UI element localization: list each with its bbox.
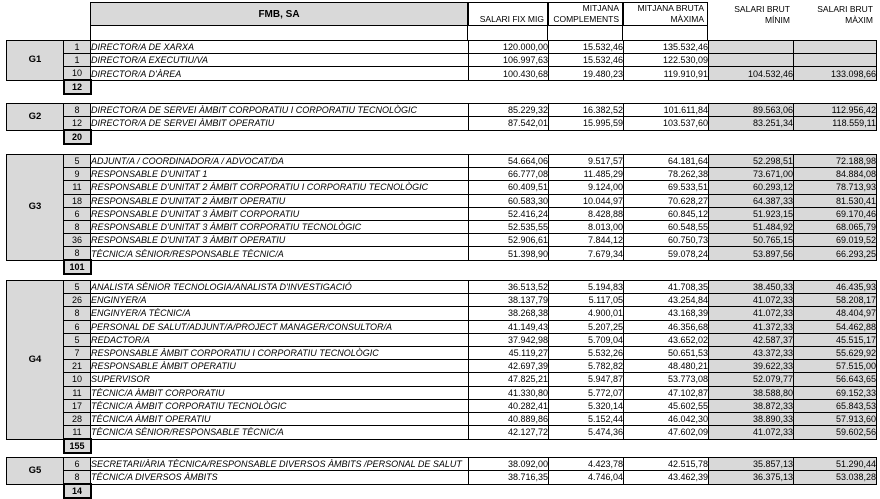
job-title-cell: DIRECTOR/A DE SERVEI ÀMBIT CORPORATIU I CORPORATIU TECNOLÒGIC — [91, 104, 469, 117]
group-table-g2 — [6, 103, 877, 145]
headcount-cell: 8 — [64, 471, 91, 485]
value-cell: 60.750,73 — [624, 234, 709, 247]
value-cell: 15.532,46 — [549, 54, 624, 67]
value-cell: 38.137,79 — [469, 294, 549, 307]
value-cell: 38.872,33 — [709, 399, 794, 412]
job-title-cell: ANALISTA SÈNIOR TECNOLOGIA/ANALISTA D'INVESTIGACIÓ — [91, 281, 469, 294]
value-cell: 51.923,15 — [709, 207, 794, 220]
value-cell: 52.298,51 — [709, 155, 794, 168]
value-cell: 57.913,60 — [794, 412, 877, 425]
column-header-mitjana-complements — [548, 2, 623, 26]
table-row — [7, 360, 877, 373]
value-cell: 47.102,87 — [624, 386, 709, 399]
value-cell: 41.708,35 — [624, 281, 709, 294]
empty-cell — [91, 439, 877, 453]
headcount-cell: 7 — [64, 346, 91, 359]
group-total-cell: 14 — [64, 484, 91, 498]
group-label-g3: G3 — [7, 155, 64, 261]
value-cell: 9.124,00 — [549, 181, 624, 194]
value-cell: 46.435,93 — [794, 281, 877, 294]
empty-cell — [7, 484, 64, 498]
value-cell: 89.563,06 — [709, 104, 794, 117]
job-title-cell: RESPONSABLE D'UNITAT 3 ÀMBIT CORPORATIU TECNOLÒGIC — [91, 220, 469, 233]
grid-line — [622, 26, 623, 41]
column-header-line: MÀXIMA — [670, 13, 704, 24]
job-title-cell: DIRECTOR/A DE XARXA — [91, 41, 469, 54]
value-cell: 101.611,84 — [624, 104, 709, 117]
table-row — [7, 471, 877, 485]
value-cell: 66.293,25 — [794, 247, 877, 261]
headcount-cell: 8 — [64, 220, 91, 233]
value-cell: 5.152,44 — [549, 412, 624, 425]
value-cell: 70.628,27 — [624, 194, 709, 207]
value-cell: 46.356,68 — [624, 320, 709, 333]
value-cell: 104.532,46 — [709, 67, 794, 81]
value-cell: 51.398,90 — [469, 247, 549, 261]
group-label-g2: G2 — [7, 104, 64, 131]
table-row — [7, 247, 877, 261]
headcount-cell: 1 — [64, 54, 91, 67]
job-title-cell: RESPONSABLE D'UNITAT 3 ÀMBIT CORPORATIU — [91, 207, 469, 220]
headcount-cell: 11 — [64, 426, 91, 440]
table-row — [7, 67, 877, 81]
value-cell: 81.530,41 — [794, 194, 877, 207]
value-cell: 52.079,77 — [709, 373, 794, 386]
value-cell: 5.474,36 — [549, 426, 624, 440]
group-total-row — [7, 439, 877, 453]
job-title-cell: RESPONSABLE D'UNITAT 2 ÀMBIT CORPORATIU I CORPORATIU TECNOLÒGIC — [91, 181, 469, 194]
headcount-cell: 21 — [64, 360, 91, 373]
value-cell: 103.537,60 — [624, 117, 709, 131]
job-title-cell: ADJUNT/A / COORDINADOR/A / ADVOCAT/DA — [91, 155, 469, 168]
value-cell: 9.517,57 — [549, 155, 624, 168]
value-cell — [794, 54, 877, 67]
value-cell: 122.530,09 — [624, 54, 709, 67]
job-title-cell: TÈCNIC/A SÈNIOR/RESPONSABLE TÈCNIC/A — [91, 247, 469, 261]
table-row — [7, 168, 877, 181]
value-cell: 51.484,92 — [709, 220, 794, 233]
value-cell: 43.168,39 — [624, 307, 709, 320]
value-cell: 47.825,21 — [469, 373, 549, 386]
headcount-cell: 18 — [64, 194, 91, 207]
table-row — [7, 386, 877, 399]
value-cell: 56.643,65 — [794, 373, 877, 386]
company-name: FMB, SA — [258, 8, 300, 20]
value-cell: 38.092,00 — [469, 458, 549, 471]
value-cell: 47.602,09 — [624, 426, 709, 440]
value-cell: 8.428,88 — [549, 207, 624, 220]
table-row — [7, 207, 877, 220]
table-row — [7, 220, 877, 233]
value-cell: 36.375,13 — [709, 471, 794, 485]
empty-cell — [7, 260, 64, 274]
value-cell: 60.293,12 — [709, 181, 794, 194]
grid-line — [467, 26, 468, 41]
value-cell: 51.290,44 — [794, 458, 877, 471]
value-cell: 68.065,79 — [794, 220, 877, 233]
job-title-cell: ENGINYER/A TÈCNIC/A — [91, 307, 469, 320]
value-cell: 73.671,00 — [709, 168, 794, 181]
value-cell: 59.602,56 — [794, 426, 877, 440]
value-cell: 42.587,37 — [709, 333, 794, 346]
value-cell: 45.602,55 — [624, 399, 709, 412]
value-cell: 55.629,92 — [794, 346, 877, 359]
group-table-g5 — [6, 457, 877, 499]
group-total-row — [7, 484, 877, 498]
table-row — [7, 458, 877, 471]
value-cell: 38.890,33 — [709, 412, 794, 425]
headcount-cell: 8 — [64, 104, 91, 117]
value-cell: 59.078,24 — [624, 247, 709, 261]
headcount-cell: 8 — [64, 247, 91, 261]
value-cell: 60.548,55 — [624, 220, 709, 233]
value-cell: 66.777,08 — [469, 168, 549, 181]
value-cell: 38.268,38 — [469, 307, 549, 320]
value-cell: 48.480,21 — [624, 360, 709, 373]
value-cell: 133.098,66 — [794, 67, 877, 81]
job-title-cell: SECRETARI/ÀRIA TÈCNICA/RESPONSABLE DIVERSOS ÀMBITS /PERSONAL DE SALUT — [91, 458, 469, 471]
headcount-cell: 6 — [64, 207, 91, 220]
group-total-cell: 12 — [64, 80, 91, 94]
headcount-cell: 6 — [64, 320, 91, 333]
value-cell: 41.330,80 — [469, 386, 549, 399]
value-cell: 57.515,00 — [794, 360, 877, 373]
value-cell: 35.857,13 — [709, 458, 794, 471]
grid-line — [90, 26, 91, 41]
value-cell: 5.117,05 — [549, 294, 624, 307]
value-cell: 78.262,38 — [624, 168, 709, 181]
job-title-cell: DIRECTOR/A DE SERVEI ÀMBIT OPERATIU — [91, 117, 469, 131]
value-cell: 41.072,33 — [709, 307, 794, 320]
column-header-salari-brut-minim — [708, 2, 793, 26]
value-cell: 5.709,04 — [549, 333, 624, 346]
value-cell: 53.897,56 — [709, 247, 794, 261]
table-row — [7, 333, 877, 346]
table-row — [7, 155, 877, 168]
value-cell: 4.746,04 — [549, 471, 624, 485]
value-cell: 69.019,52 — [794, 234, 877, 247]
value-cell: 15.532,46 — [549, 41, 624, 54]
empty-cell — [7, 130, 64, 144]
value-cell: 85.229,32 — [469, 104, 549, 117]
value-cell: 7.679,34 — [549, 247, 624, 261]
group-label-g5: G5 — [7, 458, 64, 485]
table-row — [7, 281, 877, 294]
value-cell: 16.382,52 — [549, 104, 624, 117]
value-cell: 60.583,30 — [469, 194, 549, 207]
group-total-cell: 101 — [64, 260, 91, 274]
value-cell: 119.910,91 — [624, 67, 709, 81]
empty-cell — [91, 130, 877, 144]
group-total-cell: 155 — [64, 439, 91, 453]
value-cell: 11.485,29 — [549, 168, 624, 181]
value-cell: 39.622,33 — [709, 360, 794, 373]
job-title-cell: PERSONAL DE SALUT/ADJUNT/A/PROJECT MANAGER/CONSULTOR/A — [91, 320, 469, 333]
job-title-cell: TÈCNIC/A ÀMBIT CORPORATIU TECNOLÒGIC — [91, 399, 469, 412]
column-header-line: SALARI FIX MIG — [479, 13, 544, 24]
group-total-row — [7, 80, 877, 94]
column-header-line: MÍNIM — [764, 14, 790, 25]
value-cell: 106.997,63 — [469, 54, 549, 67]
value-cell: 38.716,35 — [469, 471, 549, 485]
value-cell: 36.513,52 — [469, 281, 549, 294]
value-cell: 41.372,33 — [709, 320, 794, 333]
job-title-cell: TÈCNIC/A ÀMBIT CORPORATIU — [91, 386, 469, 399]
headcount-cell: 5 — [64, 155, 91, 168]
value-cell: 40.282,41 — [469, 399, 549, 412]
value-cell: 42.515,78 — [624, 458, 709, 471]
group-table-g3 — [6, 154, 877, 275]
value-cell: 53.038,28 — [794, 471, 877, 485]
job-title-cell: RESPONSABLE D'UNITAT 3 ÀMBIT OPERATIU — [91, 234, 469, 247]
headcount-cell: 11 — [64, 181, 91, 194]
value-cell: 5.207,25 — [549, 320, 624, 333]
grid-line — [707, 26, 708, 41]
table-row — [7, 104, 877, 117]
value-cell: 42.697,39 — [469, 360, 549, 373]
group-table-g1 — [6, 40, 877, 95]
value-cell: 42.127,72 — [469, 426, 549, 440]
grid-line — [547, 26, 548, 41]
value-cell: 69.152,33 — [794, 386, 877, 399]
table-row — [7, 41, 877, 54]
table-row — [7, 117, 877, 131]
value-cell: 84.884,08 — [794, 168, 877, 181]
value-cell: 4.900,01 — [549, 307, 624, 320]
job-title-cell: ENGINYER/A — [91, 294, 469, 307]
job-title-cell: TÈCNIC/A SÈNIOR/RESPONSABLE TÈCNIC/A — [91, 426, 469, 440]
value-cell: 54.462,88 — [794, 320, 877, 333]
table-row — [7, 399, 877, 412]
value-cell: 40.889,86 — [469, 412, 549, 425]
value-cell: 50.765,15 — [709, 234, 794, 247]
value-cell: 10.044,97 — [549, 194, 624, 207]
value-cell: 112.956,42 — [794, 104, 877, 117]
value-cell: 5.532,26 — [549, 346, 624, 359]
job-title-cell: RESPONSABLE D'UNITAT 2 ÀMBIT OPERATIU — [91, 194, 469, 207]
value-cell: 100.430,68 — [469, 67, 549, 81]
job-title-cell: RESPONSABLE D'UNITAT 1 — [91, 168, 469, 181]
headcount-cell: 5 — [64, 333, 91, 346]
job-title-cell: DIRECTOR/A D'ÀREA — [91, 67, 469, 81]
value-cell: 65.843,53 — [794, 399, 877, 412]
column-header-line: MÀXIM — [845, 14, 873, 25]
headcount-cell: 17 — [64, 399, 91, 412]
value-cell: 43.462,39 — [624, 471, 709, 485]
value-cell: 8.013,00 — [549, 220, 624, 233]
value-cell: 87.542,01 — [469, 117, 549, 131]
table-row — [7, 307, 877, 320]
value-cell — [794, 41, 877, 54]
value-cell — [709, 54, 794, 67]
empty-cell — [7, 80, 64, 94]
table-row — [7, 234, 877, 247]
value-cell: 41.072,33 — [709, 426, 794, 440]
headcount-cell: 26 — [64, 294, 91, 307]
headcount-cell: 36 — [64, 234, 91, 247]
headcount-cell: 6 — [64, 458, 91, 471]
value-cell: 41.072,33 — [709, 294, 794, 307]
group-table-g4 — [6, 280, 877, 454]
value-cell: 69.533,51 — [624, 181, 709, 194]
group-total-cell: 20 — [64, 130, 91, 144]
value-cell: 60.845,12 — [624, 207, 709, 220]
value-cell: 60.409,51 — [469, 181, 549, 194]
value-cell: 120.000,00 — [469, 41, 549, 54]
value-cell: 72.188,98 — [794, 155, 877, 168]
value-cell: 64.181,64 — [624, 155, 709, 168]
group-total-row — [7, 130, 877, 144]
group-total-row — [7, 260, 877, 274]
table-row — [7, 412, 877, 425]
table-row — [7, 426, 877, 440]
job-title-cell: TÈCNIC/A DIVERSOS ÀMBITS — [91, 471, 469, 485]
value-cell: 43.254,84 — [624, 294, 709, 307]
headcount-cell: 1 — [64, 41, 91, 54]
headcount-cell: 28 — [64, 412, 91, 425]
company-header-cell — [90, 2, 468, 26]
empty-cell — [91, 80, 877, 94]
value-cell: 118.559,11 — [794, 117, 877, 131]
headcount-cell: 11 — [64, 386, 91, 399]
table-row — [7, 54, 877, 67]
value-cell: 45.515,17 — [794, 333, 877, 346]
headcount-cell: 5 — [64, 281, 91, 294]
value-cell: 83.251,34 — [709, 117, 794, 131]
value-cell: 37.942,98 — [469, 333, 549, 346]
job-title-cell: TÈCNIC/A ÀMBIT OPERATIU — [91, 412, 469, 425]
table-row — [7, 346, 877, 359]
job-title-cell: SUPERVISOR — [91, 373, 469, 386]
value-cell: 58.208,17 — [794, 294, 877, 307]
column-header-line: COMPLEMENTS — [553, 13, 619, 24]
job-title-cell: REDACTOR/A — [91, 333, 469, 346]
job-title-cell: RESPONSABLE ÀMBIT CORPORATIU I CORPORATIU TECNOLÒGIC — [91, 346, 469, 359]
value-cell: 15.995,59 — [549, 117, 624, 131]
value-cell: 45.119,27 — [469, 346, 549, 359]
table-row — [7, 373, 877, 386]
value-cell: 48.404,97 — [794, 307, 877, 320]
group-label-g4: G4 — [7, 281, 64, 440]
job-title-cell: RESPONSABLE ÀMBIT OPERATIU — [91, 360, 469, 373]
value-cell: 52.416,24 — [469, 207, 549, 220]
column-header-line: SALARI BRUT — [817, 4, 873, 14]
value-cell: 4.423,78 — [549, 458, 624, 471]
value-cell: 135.532,46 — [624, 41, 709, 54]
table-row — [7, 320, 877, 333]
headcount-cell: 9 — [64, 168, 91, 181]
column-header-line: MITJANA — [582, 3, 619, 13]
column-header-mitjana-bruta-maxima — [623, 2, 708, 26]
value-cell: 5.320,14 — [549, 399, 624, 412]
value-cell — [709, 41, 794, 54]
value-cell: 7.844,12 — [549, 234, 624, 247]
group-label-g1: G1 — [7, 41, 64, 81]
column-header-salari-fix-mig — [468, 2, 548, 26]
value-cell: 78.713,93 — [794, 181, 877, 194]
value-cell: 54.664,06 — [469, 155, 549, 168]
value-cell: 43.652,02 — [624, 333, 709, 346]
empty-cell — [91, 484, 877, 498]
job-title-cell: DIRECTOR/A EXECUTIU/VA — [91, 54, 469, 67]
value-cell: 5.194,83 — [549, 281, 624, 294]
value-cell: 46.042,30 — [624, 412, 709, 425]
value-cell: 64.387,33 — [709, 194, 794, 207]
headcount-cell: 10 — [64, 373, 91, 386]
value-cell: 5.772,07 — [549, 386, 624, 399]
value-cell: 43.372,33 — [709, 346, 794, 359]
column-header-line: SALARI BRUT — [734, 4, 790, 14]
table-row — [7, 294, 877, 307]
value-cell: 5.947,87 — [549, 373, 624, 386]
value-cell: 19.480,23 — [549, 67, 624, 81]
value-cell: 38.588,80 — [709, 386, 794, 399]
column-header-salari-brut-maxim — [793, 2, 876, 26]
headcount-cell: 8 — [64, 307, 91, 320]
value-cell: 69.170,46 — [794, 207, 877, 220]
empty-cell — [91, 260, 877, 274]
value-cell: 38.450,33 — [709, 281, 794, 294]
table-row — [7, 181, 877, 194]
headcount-cell: 12 — [64, 117, 91, 131]
table-row — [7, 194, 877, 207]
value-cell: 52.535,55 — [469, 220, 549, 233]
headcount-cell: 10 — [64, 67, 91, 81]
value-cell: 41.149,43 — [469, 320, 549, 333]
column-header-line: MITJANA BRUTA — [637, 3, 704, 13]
value-cell: 53.773,08 — [624, 373, 709, 386]
empty-cell — [7, 439, 64, 453]
value-cell: 50.651,53 — [624, 346, 709, 359]
value-cell: 52.906,61 — [469, 234, 549, 247]
value-cell: 5.782,82 — [549, 360, 624, 373]
